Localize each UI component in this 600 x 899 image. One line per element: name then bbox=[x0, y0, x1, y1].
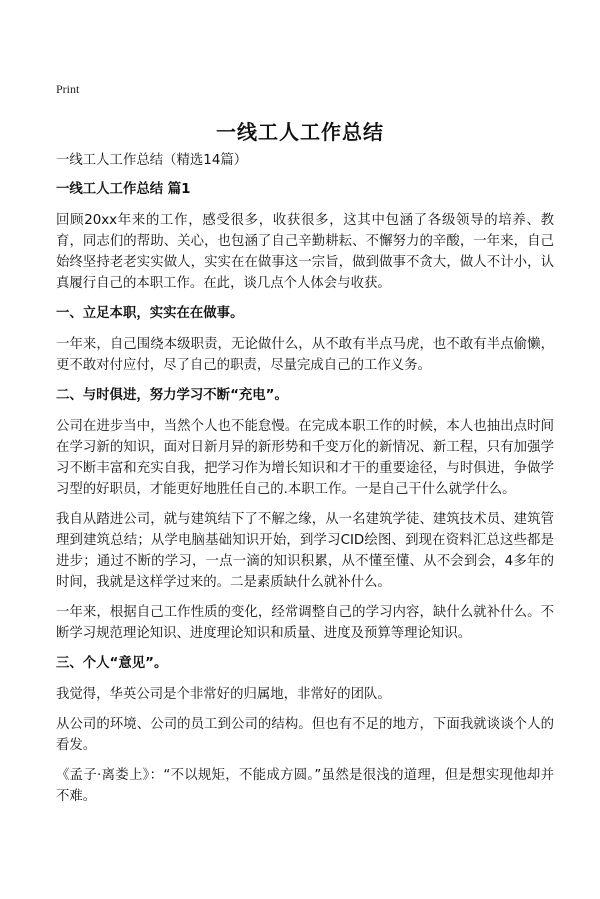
intro-paragraph: 回顾20xx年来的工作，感受很多，收获很多，这其中包涵了各级领导的培养、教育，同志们的帮助、关心，也包涵了自己辛勤耕耘、不懈努力的辛酸，一年来，自己始终坚持老老实实做人，实实在在做事这一宗旨，做到做事不贪大，做人不计小，认真履行自己的本职工作。在此，谈几点个人体会与收获。 bbox=[56, 213, 554, 291]
paragraph-2: 公司在进步当中，当然个人也不能怠慢。在完成本职工作的时候，本人也抽出点时间在学习新的知识，面对日新月异的新形势和千变万化的新情况、新工程，只有加强学习不断丰富和充实自我，把学习作为增长知识和才干的重要途径，与时俱进，争做学习型的好职员，才能更好地胜任自己的.本职工作。一是自己干什么就学什么。 bbox=[56, 419, 554, 497]
paragraph-7: 《孟子·离娄上》：“不以规矩，不能成方圆。”虽然是很浅的道理，但是想实现他却并不难。 bbox=[56, 768, 554, 804]
paragraph-1: 一年来，自己围绕本级职责，无论做什么，从不敢有半点马虎，也不敢有半点偷懒，更不敢对付应付，尽了自己的职责，尽量完成自己的工作义务。 bbox=[56, 337, 554, 373]
print-link[interactable]: Print bbox=[56, 82, 80, 96]
heading-1: 一、立足本职，实实在在做事。 bbox=[56, 306, 244, 321]
paragraph-3: 我自从踏进公司，就与建筑结下了不解之缘，从一名建筑学徒、建筑技术员、建筑管理到建筑总结；从学电脑基础知识开始，到学习CID绘图、到现在资料汇总这些都是进步；通过不断的学习，一点一滴的知识积累，从不懂至懂、从不会到会，4多年的时间，我就是这样学过来的。二是素质缺什么就补什么。 bbox=[56, 512, 554, 590]
page-title: 一线工人工作总结 bbox=[216, 120, 384, 144]
heading-2: 二、与时俱进，努力学习不断“充电”。 bbox=[56, 388, 288, 403]
article-subtitle: 一线工人工作总结（精选14篇） bbox=[56, 153, 248, 168]
article-body bbox=[56, 150, 554, 816]
paragraph-4: 一年来，根据自己工作性质的变化，经常调整自己的学习内容，缺什么就补什么。不断学习规范理论知识、进度理论知识和质量、进度及预算等理论知识。 bbox=[56, 605, 554, 641]
heading-3: 三、个人“意见”。 bbox=[56, 656, 168, 671]
section-title: 一线工人工作总结 篇1 bbox=[56, 182, 191, 197]
paragraph-5: 我觉得，华英公司是个非常好的归属地，非常好的团队。 bbox=[56, 687, 391, 702]
paragraph-6: 从公司的环境、公司的员工到公司的结构。但也有不足的地方，下面我就谈谈个人的看发。 bbox=[56, 717, 554, 753]
